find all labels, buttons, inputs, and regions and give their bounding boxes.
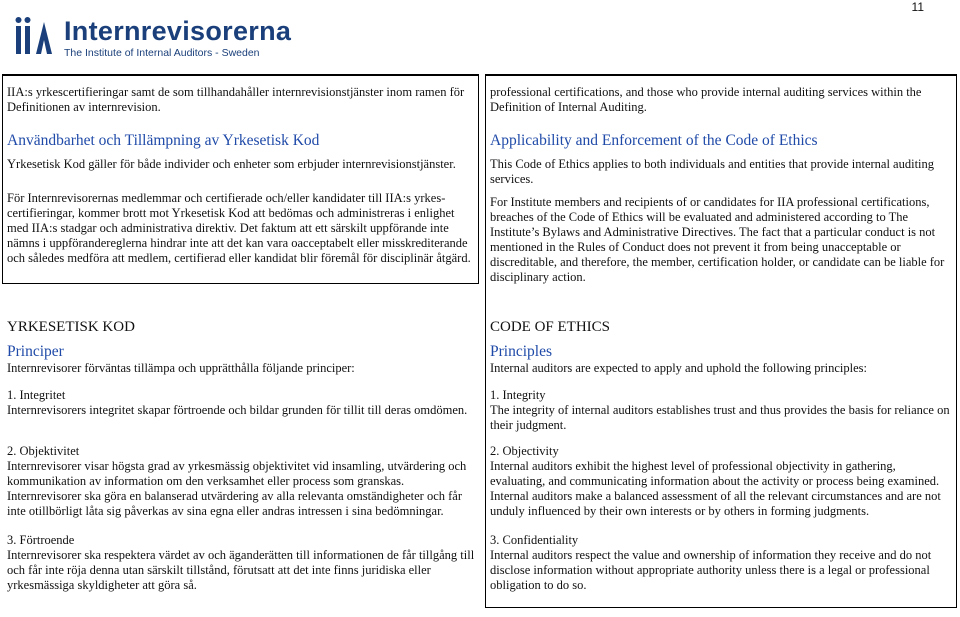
iia-logo xyxy=(14,16,291,59)
left-intro: IIA:s yrkescertifieringar samt de som tillhandahåller internrevisionstjänster inom ramen för Definitionen av internrevision. xyxy=(7,85,465,114)
left-principles-heading: Principer xyxy=(7,343,64,360)
left-p3-title: 3. Förtroende xyxy=(7,533,75,547)
right-p2-text: Internal auditors exhibit the highest level of professional objectivity in gathering, evaluating, and communicating information about the activity or process being examined. Internal auditors make a balanced assessment of all the relevant circumstances and are not unduly influenced by their own interests or by others in forming judgments. xyxy=(490,459,941,518)
right-column xyxy=(490,85,952,285)
right-p1-title: 1. Integrity xyxy=(490,388,546,402)
left-p3-text: Internrevisorer ska respektera värdet av och äganderätten till informationen de får tillgång till och får inte röja denna utan särskilt tillstånd, förutsatt att det inte finns juridiska eller yrkesmässiga skyldigheter att göra så. xyxy=(7,548,475,592)
right-applicability-heading xyxy=(490,132,952,150)
left-column xyxy=(7,85,477,266)
left-code-section xyxy=(7,318,477,593)
left-p1-title: 1. Integritet xyxy=(7,388,66,402)
right-intro: professional certifications, and those who provide internal auditing services within the Definition of Internal Auditing. xyxy=(490,85,922,114)
iia-logo-mark-icon xyxy=(14,16,56,56)
right-applicability-heading-rest: of the Code of Ethics xyxy=(681,132,818,149)
logo-name: Internrevisorerna xyxy=(64,16,292,46)
left-p1-text: Internrevisorers integritet skapar förtroende och bildar grunden för tillit till deras omdömen. xyxy=(7,403,468,417)
right-code-section xyxy=(490,318,952,593)
right-principles-intro: Internal auditors are expected to apply and uphold the following principles: xyxy=(490,361,867,375)
right-principles-heading: Principles xyxy=(490,343,552,360)
right-p3-text: Internal auditors respect the value and ownership of information they receive and do not disclose information without appropriate authority unless there is a legal or professional obligation to do so. xyxy=(490,548,932,592)
left-p2-text: Internrevisorer visar högsta grad av yrkesmässig objektivitet vid insamling, utvärdering och kommunikation av information om den verksamhet eller process som granskas. Internrevisorer ska göra en balanserad utvärdering av alla relevanta omständigheter och får inte otillbörligt låta sig påverkas av sina egna eller andras intressen i sina bedömningar. xyxy=(7,459,467,518)
left-p2-title: 2. Objektivitet xyxy=(7,444,80,458)
left-applicability-text: Yrkesetisk Kod gäller för både individer och enheter som erbjuder internrevisionstjänster. xyxy=(7,157,456,171)
logo-subtitle: The Institute of Internal Auditors - Sweden xyxy=(64,47,260,59)
left-code-heading: YRKESETISK KOD xyxy=(7,319,135,335)
left-principles-intro: Internrevisorer förväntas tillämpa och upprätthålla följande principer: xyxy=(7,361,355,375)
left-enforcement-text: För Internrevisorernas medlemmar och certifierade och/eller kandidater till IIA:s yrkes- certifieringar, kommer brott mot Yrkesetisk Kod att bedömas och administreras i enlighet med IIA:s stadgar och administrativa direktiv. Det faktum att ett särskilt uppförande inte nämns i uppförandereglerna hindrar inte att det kan vara oacceptabelt eller misskrediterande och således medföra att medlem, certifierad eller kandidat blir föremål för disciplinär åtgärd. xyxy=(7,191,471,265)
right-applicability-heading-blue: Applicability and Enforcement xyxy=(490,132,682,149)
page-number: 11 xyxy=(911,0,924,14)
right-code-heading: CODE OF ETHICS xyxy=(490,319,611,335)
right-p1-text: The integrity of internal auditors establishes trust and thus provides the basis for reliance on their judgment. xyxy=(490,403,950,432)
right-applicability-text: This Code of Ethics applies to both individuals and entities that provide internal auditing services. xyxy=(490,157,935,186)
right-p2-title: 2. Objectivity xyxy=(490,444,559,458)
right-p3-title: 3. Confidentiality xyxy=(490,533,579,547)
right-enforcement-text: For Institute members and recipients of or candidates for IIA professional certifications, breaches of the Code of Ethics will be evaluated and administered according to The Institute’s Bylaws and Administrative Directives. The fact that a particular conduct is not mentioned in the Rules of Conduct does not prevent it from being unacceptable or discreditable, and therefore, the member, certification holder, or candidate can be liable for disciplinary action. xyxy=(490,195,945,284)
left-applicability-heading: Användbarhet och Tillämpning av Yrkesetisk Kod xyxy=(7,132,320,149)
